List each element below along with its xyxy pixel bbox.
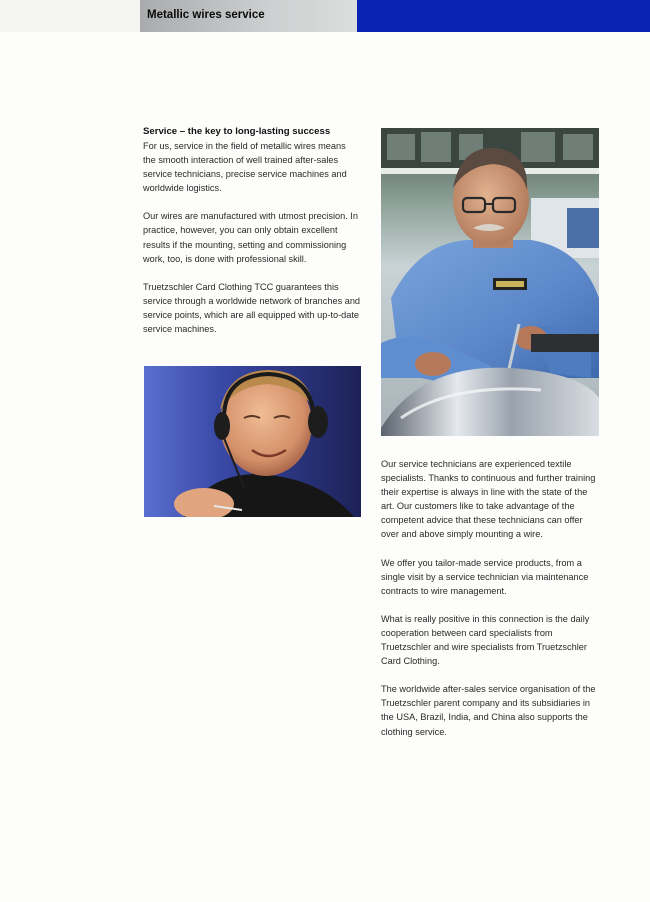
right-text-column — [381, 457, 601, 753]
headset-illustration — [144, 366, 361, 517]
headset-operator-photo — [144, 366, 361, 517]
right-paragraph-3: What is really positive in this connection is the daily cooperation between card specialists from Truetzschler and wire specialists from Truetzschler Card Clothing. — [381, 613, 590, 667]
left-paragraph-1: For us, service in the field of metallic wires means the smooth interaction of well trained after-sales service technicians, precise service machines and worldwide logistics. — [143, 141, 347, 194]
right-paragraph-2: We offer you tailor-made service products, from a single visit by a service technician via maintenance contracts to wire management. — [381, 557, 589, 596]
technician-illustration — [381, 128, 599, 436]
left-paragraph-3: Truetzschler Card Clothing TCC guarantees this service through a worldwide network of branches and service points, which are all equipped with up-to-date service machines. — [143, 281, 361, 335]
header-margin — [0, 0, 140, 32]
technician-photo — [381, 128, 599, 436]
article-heading: Service – the key to long-lasting success — [143, 126, 331, 137]
left-text-column — [143, 125, 361, 350]
left-paragraph-2: Our wires are manufactured with utmost precision. In practice, however, you can only obtain excellent results if the mounting, setting and commissioning work, too, is done with professional skill. — [143, 211, 358, 264]
right-paragraph-1: Our service technicians are experienced textile specialists. Thanks to continuous and further training their expertise is always in line with the state of the art. Our customers like to take advantage of the competent advice that these technicians can offer over and above simply mounting a wire. — [381, 459, 596, 540]
header-bar — [0, 0, 650, 32]
section-title: Metallic wires service — [147, 9, 265, 21]
header-blue-band — [357, 0, 650, 32]
right-paragraph-4: The worldwide after-sales service organisation of the Truetzschler parent company and its subsidiaries in the USA, Brazil, India, and China also supports the clothing service. — [381, 684, 596, 737]
